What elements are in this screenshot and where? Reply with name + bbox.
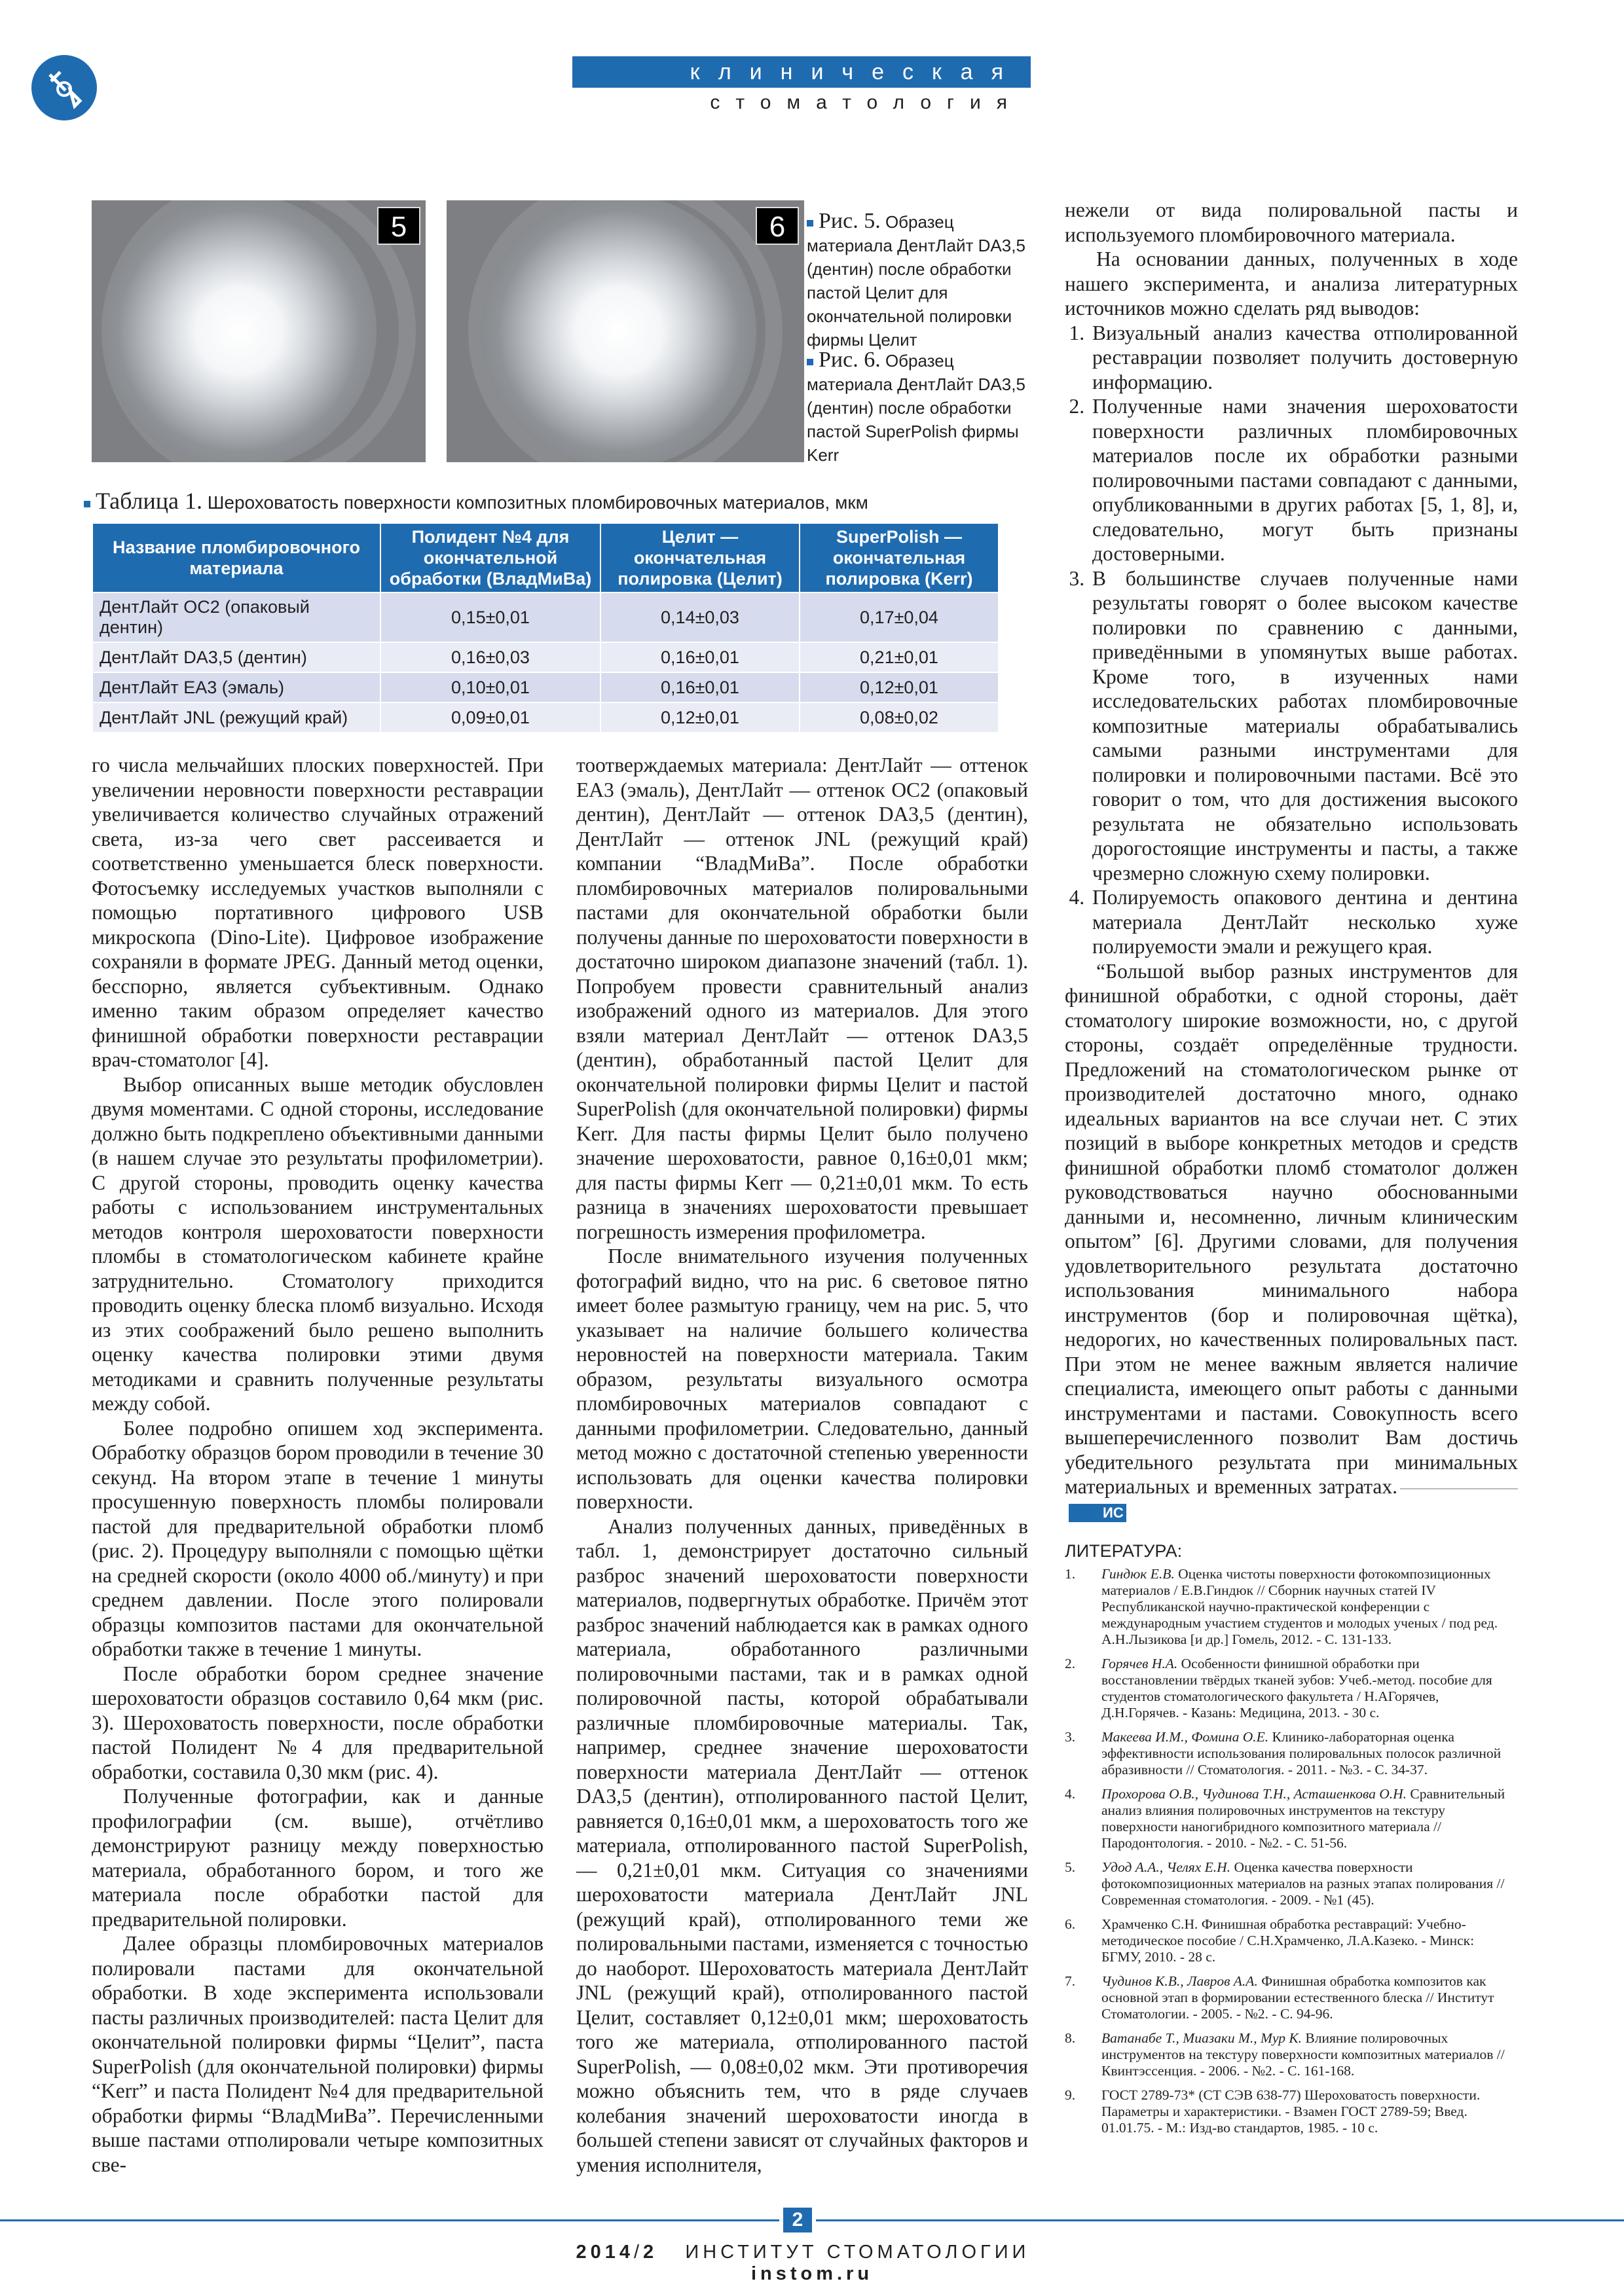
reference-item [1065, 1916, 1510, 1965]
table-cell: 0,16±0,01 [600, 642, 800, 672]
figure-number: 6 [756, 207, 799, 245]
list-item: 2. Полученные нами значения шероховатости поверхности различных пломбировочных материалов после их обработки разными полировочными пастами совпадают с данными, опубликованными в других работах [5, 1, 8], и, следовательно, могут быть признаны достоверными. [1090, 394, 1518, 566]
paragraph: Далее образцы пломбировочных материалов полировали пастами для окончательной обработки. В ходе эксперимента использовали пасты различных производителей: паста Целит для окончательной полировки фирмы “Целит”, паста SuperPolish (для окончательной полировки) фирмы “Kerr” и паста Полидент №4 для предварительной обработки фирмы “ВладМиВа”. Перечисленными выше пастами отполировали четыре композитных све- [92, 1932, 544, 2176]
footer [511, 2242, 1113, 2285]
reference-number: 1. [1065, 1566, 1076, 1582]
paragraph: На основании данных, полученных в ходе нашего эксперимента, и анализа литературных источников можно сделать ряд выводов: [1065, 247, 1518, 319]
list-item: 4. Полируемость опакового дентина и дентина материала ДентЛайт несколько хуже полируемости эмали и режущего края. [1090, 885, 1518, 959]
paragraph: тоотверждаемых материала: ДентЛайт — оттенок EA3 (эмаль), ДентЛайт — оттенок OC2 (опаковый дентин), ДентЛайт — оттенок DA3,5 (дентин), ДентЛайт — оттенок JNL (режущий край) компании “ВладМиВа”. После обработки пломбировочных материалов полировальными пастами для окончательной обработки были получены данные по шероховатости поверхности в достаточно широком диапазоне значений (табл. 1). Попробуем провести сравнительный анализ изображений одного из материалов. Для этого взяли материал ДентЛайт — оттенок DA3,5 (дентин), обработанный пастой Целит для окончательной полировки фирмы Целит и пастой SuperPolish (для окончательной полировки) фирмы Kerr. Для пасты фирмы Целит было получено значение шероховатости, равное 0,16±0,01 мкм; для пасты фирмы Kerr — 0,21±0,01 мкм. То есть разница в значениях шероховатости превышает погрешность измерения профилометра. [576, 754, 1028, 1243]
text-column-1 [92, 753, 544, 2177]
references-title: ЛИТЕРАТУРА: [1065, 1541, 1183, 1561]
caption-text: Образец материала ДентЛайт DA3,5 (дентин) после обработки пастой SuperPolish фирмы Kerr [807, 351, 1025, 465]
reference-item [1065, 1786, 1510, 1851]
reference-item [1065, 1566, 1510, 1648]
reference-number: 3. [1065, 1729, 1076, 1745]
table-cell: 0,16±0,03 [380, 642, 600, 672]
end-mark-icon: ИС [1069, 1504, 1126, 1522]
tooth-logo-icon [31, 55, 97, 120]
table-cell: 0,17±0,04 [800, 592, 999, 642]
issue-number: 2 [643, 2242, 658, 2263]
reference-number: 7. [1065, 1973, 1076, 1989]
list-item: 1. Визуальный анализ качества отполированной реставрации позволяет получить достоверную информацию. [1090, 321, 1518, 395]
reference-item [1065, 2030, 1510, 2079]
reference-authors: Ватанабе Т., Миазаки М., Мур К. [1101, 2030, 1302, 2046]
paragraph: Анализ полученных данных, приведённых в табл. 1, демонстрирует достаточно сильный разброс значений шероховатости поверхности материалов, подвергнутых обработке. Причём этот разброс значений наблюдается как в рамках одного материала, обработанного различными полировочными пастами, так и в рамках одной полировочной пасты, которой обрабатывали различные пломбировочные материалы. Так, например, среднее значение шероховатости поверхности материала ДентЛайт — оттенок DA3,5 (дентин), отполированного пастой Целит, равняется 0,16±0,01 мкм, а шероховатость того же материала, отполированного пастой SuperPolish, — 0,21±0,01 мкм. Ситуация со значениями шероховатости материала ДентЛайт JNL (режущий край), отполированного теми же полировальными пастами, изменяется с точностью до наоборот. Шероховатость материала ДентЛайт JNL (режущий край), отполированного пастой Целит, составляет 0,12±0,01 мкм; шероховатость того же материала, отполированного пастой SuperPolish, — 0,08±0,02 мкм. Эти противоречия можно объяснить тем, что в ряде случаев колебания значений шероховатости иногда в большей степени зависят от случайных факторов и умения исполнителя, [576, 1514, 1028, 2176]
paragraph-text: “Большой выбор разных инструментов для финишной обработки, с одной стороны, даёт стоматологу широкие возможности, но, с другой стороны, создаёт определённые трудности. Предложений на стоматологическом рынке от производителей достаточно много, однако идеальных вариантов на все случаи нет. С этих позиций в выборе конкретных методов и средств финишной обработки пломб стоматолог должен руководствоваться научно обоснованными данными и, несомненно, личным клиническим опытом” [6]. Другими словами, для получения удовлетворительного результата достаточно использования минимального набора инструментов (бор и полировочная щётка), недорогих, но качественных полировальных паст. При этом не менее важным является наличие специалиста, имеющего опыт работы с данными инструментами и пастами. Совокупность всего вышеперечисленного позволит Вам достичь убедительного результата при минимальных материальных и временных затратах. [1065, 959, 1518, 1498]
reference-text: Храмченко С.Н. Финишная обработка реставраций: Учебно-методическое пособие / С.Н.Храмченко, Л.А.Казеко. - Минск: БГМУ, 2010. - 28 с. [1101, 1916, 1475, 1965]
text-column-2 [576, 753, 1028, 2177]
journal-site: instom.ru [750, 2263, 874, 2284]
table-cell: 0,21±0,01 [800, 642, 999, 672]
reference-number: 8. [1065, 2030, 1076, 2046]
table-row [92, 642, 999, 672]
paragraph: Выбор описанных выше методик обусловлен двумя моментами. С одной стороны, исследование должно быть подкреплено объективными данными (в нашем случае это результаты профилометрии). С другой стороны, проводить оценку качества работы с использованием инструментальных методов контроля шероховатости поверхности пломбы в стоматологическом кабинете крайне затруднительно. Стоматологу приходится проводить оценку блеска пломб визуально. Исходя из этих соображений было решено выполнить оценку качества полировки этими двумя методиками и сравнить полученные результаты между собой. [92, 1072, 544, 1415]
section-subtitle: стоматология [710, 92, 1023, 113]
table-cell: 0,08±0,02 [800, 702, 999, 733]
figure-number: 5 [377, 207, 420, 245]
references-list [1065, 1566, 1510, 2144]
table-cell: ДентЛайт JNL (режущий край) [92, 702, 380, 733]
bullet-icon [84, 501, 90, 507]
issue-year: 2014 [576, 2242, 634, 2263]
caption-label: Рис. 5. [819, 209, 881, 233]
paragraph: го числа мельчайших плоских поверхностей. При увеличении неровности поверхности реставрации увеличивается количество случайных отражений света, из-за чего свет рассеивается и соответственно уменьшается блеск поверхности. Фотосъемку исследуемых участков выполняли с помощью портативного цифрового USB микроскопа (Dino-Lite). Цифровое изображение сохраняли в формате JPEG. Данный метод оценки, бесспорно, является субъективным. Однако именно таким образом определяет качество финишной обработки поверхности реставрации врач-стоматолог [4]. [92, 754, 544, 1071]
table-caption: Шероховатость поверхности композитных пломбировочных материалов, мкм [207, 492, 868, 513]
reference-item [1065, 1729, 1510, 1778]
end-rule [1400, 1488, 1518, 1489]
list-item: 3. В большинстве случаев полученные нами результаты говорят о более высоком качестве полировки по сравнению с данными, приведёнными в упомянутых выше работах. Кроме того, в изученных нами исследовательских работах пломбировочные композитные материалы обрабатывались самыми разными инструментами для полировки и полировочными пастами. Всё это говорит о том, что для достижения высокого результата не обязательно использовать дорогостоящие инструменты и пасты, а также чрезмерно сложную схему полировки. [1090, 566, 1518, 886]
table-cell: 0,16±0,01 [600, 672, 800, 702]
paragraph [1065, 959, 1518, 1524]
table-cell: 0,10±0,01 [380, 672, 600, 702]
table-header: Название пломбировочного материала [92, 523, 380, 592]
caption-text: Образец материала ДентЛайт DA3,5 (дентин) после обработки пастой Целит для окончательной полировки фирмы Целит [807, 212, 1025, 350]
reference-text: Влияние полировочных инструментов на текстуру поверхности композитных материалов // Квинтэссенция. - 2006. - №2. - С. 161-168. [1101, 2030, 1505, 2079]
reference-authors: Горячев Н.А. [1101, 1656, 1178, 1671]
table-cell: ДентЛайт DA3,5 (дентин) [92, 642, 380, 672]
table-cell: 0,12±0,01 [600, 702, 800, 733]
figure-5-photo [92, 200, 426, 462]
reference-text: Финишная обработка композитов как основной этап в формировании естественного блеска // Институт Стоматологии. - 2005. - №2. - С. 94-96. [1101, 1973, 1494, 2022]
bullet-icon [807, 359, 813, 365]
table-cell: 0,12±0,01 [800, 672, 999, 702]
table-header: SuperPolish — окончательная полировка (Kerr) [800, 523, 999, 592]
light-spot [101, 200, 377, 462]
table-cell: 0,14±0,03 [600, 592, 800, 642]
reference-number: 9. [1065, 2087, 1076, 2103]
table-cell: ДентЛайт OC2 (опаковый дентин) [92, 592, 380, 642]
journal-logo-icon [31, 55, 97, 120]
reference-text: Особенности финишной обработки при восстановлении твёрдых тканей зубов: Учеб.-метод. пособие для студентов стоматологического факультета / Н.АГорячев, Д.Н.Горячев. - Казань: Медицина, 2013. - 30 с. [1101, 1656, 1492, 1721]
reference-number: 6. [1065, 1916, 1076, 1932]
table-cell: 0,15±0,01 [380, 592, 600, 642]
light-spot [481, 200, 756, 462]
reference-authors: Макеева И.М., Фомина О.Е. [1101, 1729, 1269, 1745]
table-row [92, 592, 999, 642]
figure-6-photo [447, 200, 804, 462]
table-row [92, 672, 999, 702]
reference-text: Клинико-лабораторная оценка эффективности использования полировальных полосок различной абразивности // Стоматология. - 2011. - №3. - С. 34-37. [1101, 1729, 1502, 1777]
table-title [84, 487, 1027, 515]
footer-rule [816, 2219, 1624, 2221]
figure-5-caption [807, 210, 1036, 352]
reference-authors: Прохорова О.В., Чудинова Т.Н., Асташенкова О.Н. [1101, 1786, 1407, 1802]
conclusions-list [1065, 321, 1518, 959]
reference-item [1065, 1859, 1510, 1908]
paragraph: После внимательного изучения полученных фотографий видно, что на рис. 6 световое пятно имеет более размытую границу, чем на рис. 5, что указывает на наличие большего количества неровностей на поверхности материала. Таким образом, результаты визуального осмотра пломбировочных материалов совпадают с данными профилометрии. Следовательно, данный метод можно с достаточной степенью уверенности использовать для оценки качества полировки поверхности. [576, 1245, 1028, 1513]
reference-authors: Гиндюк Е.В. [1101, 1566, 1175, 1582]
section-title-bar: клиническая [572, 56, 1031, 88]
table-header: Целит — окончательная полировка (Целит) [600, 523, 800, 592]
bullet-icon [807, 220, 813, 227]
journal-name: ИНСТИТУТ СТОМАТОЛОГИИ [685, 2242, 1030, 2263]
paragraph: После обработки бором среднее значение шероховатости образцов составило 0,64 мкм (рис. 3). Шероховатость поверхности, после обработки пастой Полидент №4 для предварительной обработки, составила 0,30 мкм (рис. 4). [92, 1662, 544, 1783]
table-header: Полидент №4 для окончательной обработки (ВладМиВа) [380, 523, 600, 592]
reference-item [1065, 1656, 1510, 1721]
reference-authors: Чудинов К.В., Лавров А.А. [1101, 1973, 1258, 1989]
reference-number: 5. [1065, 1859, 1076, 1875]
roughness-table [92, 522, 999, 733]
table-cell: ДентЛайт EA3 (эмаль) [92, 672, 380, 702]
footer-rule [0, 2219, 779, 2221]
table-label: Таблица 1. [96, 488, 202, 514]
figure-6-caption [807, 348, 1036, 467]
paragraph: нежели от вида полировальной пасты и используемого пломбировочного материала. [1065, 198, 1518, 246]
caption-label: Рис. 6. [819, 348, 881, 372]
table-cell: 0,09±0,01 [380, 702, 600, 733]
reference-text: Оценка чистоты поверхности фотокомпозиционных материалов / Е.В.Гиндюк // Сборник научных статей IV Республиканской научно-практической конференции с международным участием студентов и молодых ученых / под ред. А.Н.Лызикова [и др.] Гомель, 2012. - С. 131-133. [1101, 1566, 1498, 1647]
paragraph: Более подробно опишем ход эксперимента. Обработку образцов бором проводили в течение 30 секунд. На втором этапе в течение 1 минуты просушенную поверхность пломбы полировали пастой для предварительной обработки пломб (рис. 2). Процедуру выполняли с помощью щётки на средней скорости (около 4000 об./минуту) и при среднем давлении. После этого полировали образцы композитов пастами для окончательной обработки также в течение 1 минуты. [92, 1416, 544, 1660]
reference-text: Сравнительный анализ влияния полировочных инструментов на текстуру поверхности наногибридного композитного материала // Пародонтология. - 2010. - №2. - С. 51-56. [1101, 1786, 1505, 1851]
text-column-3 [1065, 198, 1518, 1523]
reference-number: 2. [1065, 1656, 1076, 1671]
reference-number: 4. [1065, 1786, 1076, 1802]
reference-item [1065, 2087, 1510, 2136]
issue-separator: / [633, 2242, 644, 2263]
paragraph: Полученные фотографии, как и данные профилографии (см. выше), отчётливо демонстрируют разницу между поверхностью материала, обработанного бором, и того же материала после обработки пастой для предварительной полировки. [92, 1785, 544, 1931]
table-row [92, 702, 999, 733]
reference-text: ГОСТ 2789-73* (СТ СЭВ 638-77) Шероховатость поверхности. Параметры и характеристики. - Взамен ГОСТ 2789-59; Введ. 01.01.75. - М.: Изд-во стандартов, 1985. - 10 с. [1101, 2087, 1481, 2136]
reference-text: Оценка качества поверхности фотокомпозиционных материалов на разных этапах полирования // Современная стоматология. - 2009. - №1 (45). [1101, 1859, 1505, 1908]
reference-item [1065, 1973, 1510, 2022]
reference-authors: Удод А.А., Челях Е.Н. [1101, 1859, 1231, 1875]
page-number: 2 [783, 2208, 812, 2232]
